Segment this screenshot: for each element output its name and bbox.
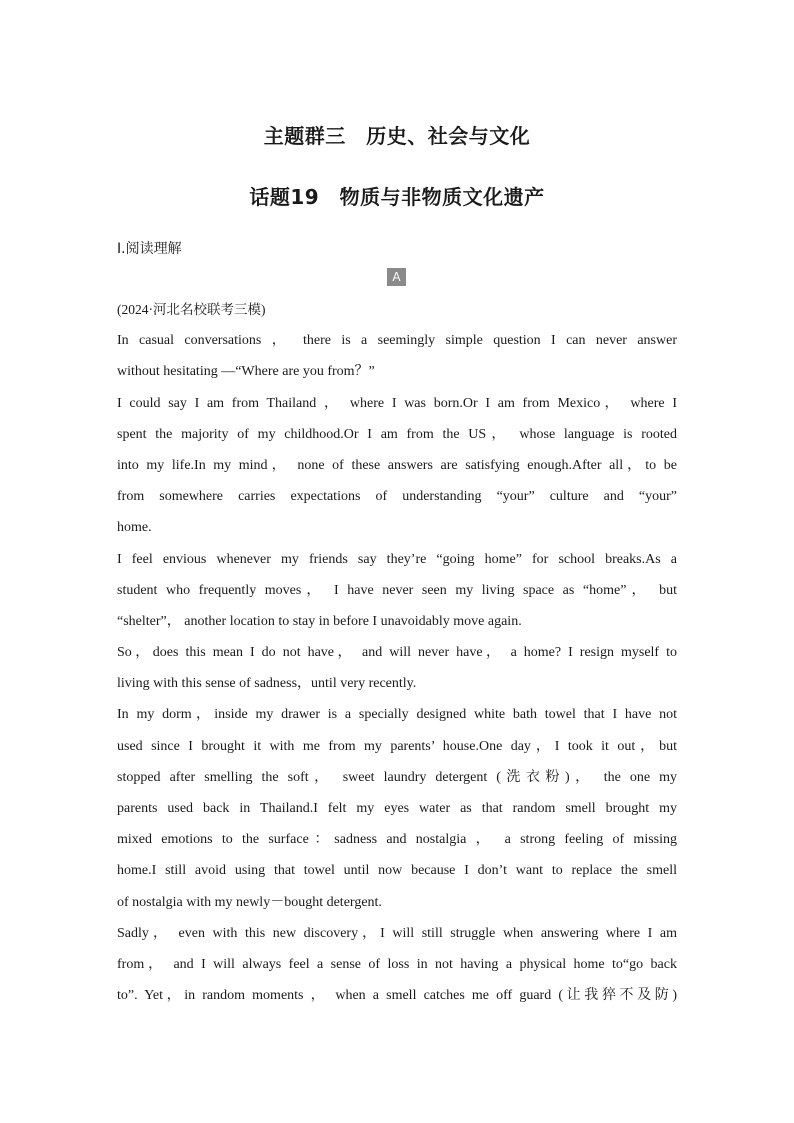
passage-line: In casual conversations ， there is a seemingly simple question I can never answer: [117, 333, 677, 349]
passage-body: [117, 294, 677, 1011]
page-title: 主题群三 历史、社会与文化: [263, 124, 531, 148]
passage-line: In my dorm，inside my drawer is a specially designed white bath towel that I have not: [117, 707, 677, 723]
passage-line: parents used back in Thailand.I felt my eyes water as that random smell brought my: [117, 801, 677, 816]
passage-label-badge: A: [387, 268, 406, 286]
passage-line: of nostalgia with my newly－bought detergent.: [117, 894, 382, 910]
passage-line: mixed emotions to the surface：sadness and nostalgia ， a strong feeling of missing: [117, 832, 677, 848]
passage-line: Sadly， even with this new discovery，I will still struggle when answering where I am: [117, 925, 677, 941]
passage-source: (2024·河北名校联考三模): [117, 302, 266, 317]
passage-line: home.: [117, 520, 152, 536]
passage-line: stopped after smelling the soft， sweet laundry detergent (洗衣粉)， the one my: [117, 769, 677, 785]
section-heading: Ⅰ.阅读理解: [117, 241, 182, 257]
passage-line: student who frequently moves， I have never seen my living space as “home”， but: [117, 582, 677, 598]
passage-line: from， and I will always feel a sense of loss in not having a physical home to“go back: [117, 956, 677, 972]
passage-line: to”. Yet，in random moments ， when a smell catches me off guard (让我猝不及防): [117, 988, 677, 1004]
passage-line: from somewhere carries expectations of understanding “your” culture and “your”: [117, 489, 677, 505]
passage-line: I feel envious whenever my friends say they’re “going home” for school breaks.As a: [117, 551, 677, 567]
passage-line: without hesitating —“Where are you from？”: [117, 364, 375, 380]
passage-line: used since I brought it with me from my parents’ house.One day，I took it out，but: [117, 738, 677, 754]
passage-line: “shelter”， another location to stay in before I unavoidably move again.: [117, 613, 522, 629]
passage-line: home.I still avoid using that towel until now because I don’t want to replace the smell: [117, 863, 677, 879]
passage-line: I could say I am from Thailand ， where I was born.Or I am from Mexico， where I: [117, 395, 677, 411]
passage-line: into my life.In my mind， none of these answers are satisfying enough.After all，to be: [117, 457, 677, 473]
passage-line: living with this sense of sadness，until very recently.: [117, 676, 417, 692]
topic-title: 话题19 物质与非物质文化遗产: [249, 185, 545, 209]
passage-line: So，does this mean I do not have， and will never have， a home? I resign myself to: [117, 645, 677, 661]
passage-line: spent the majority of my childhood.Or I am from the US， whose language is rooted: [117, 426, 677, 442]
